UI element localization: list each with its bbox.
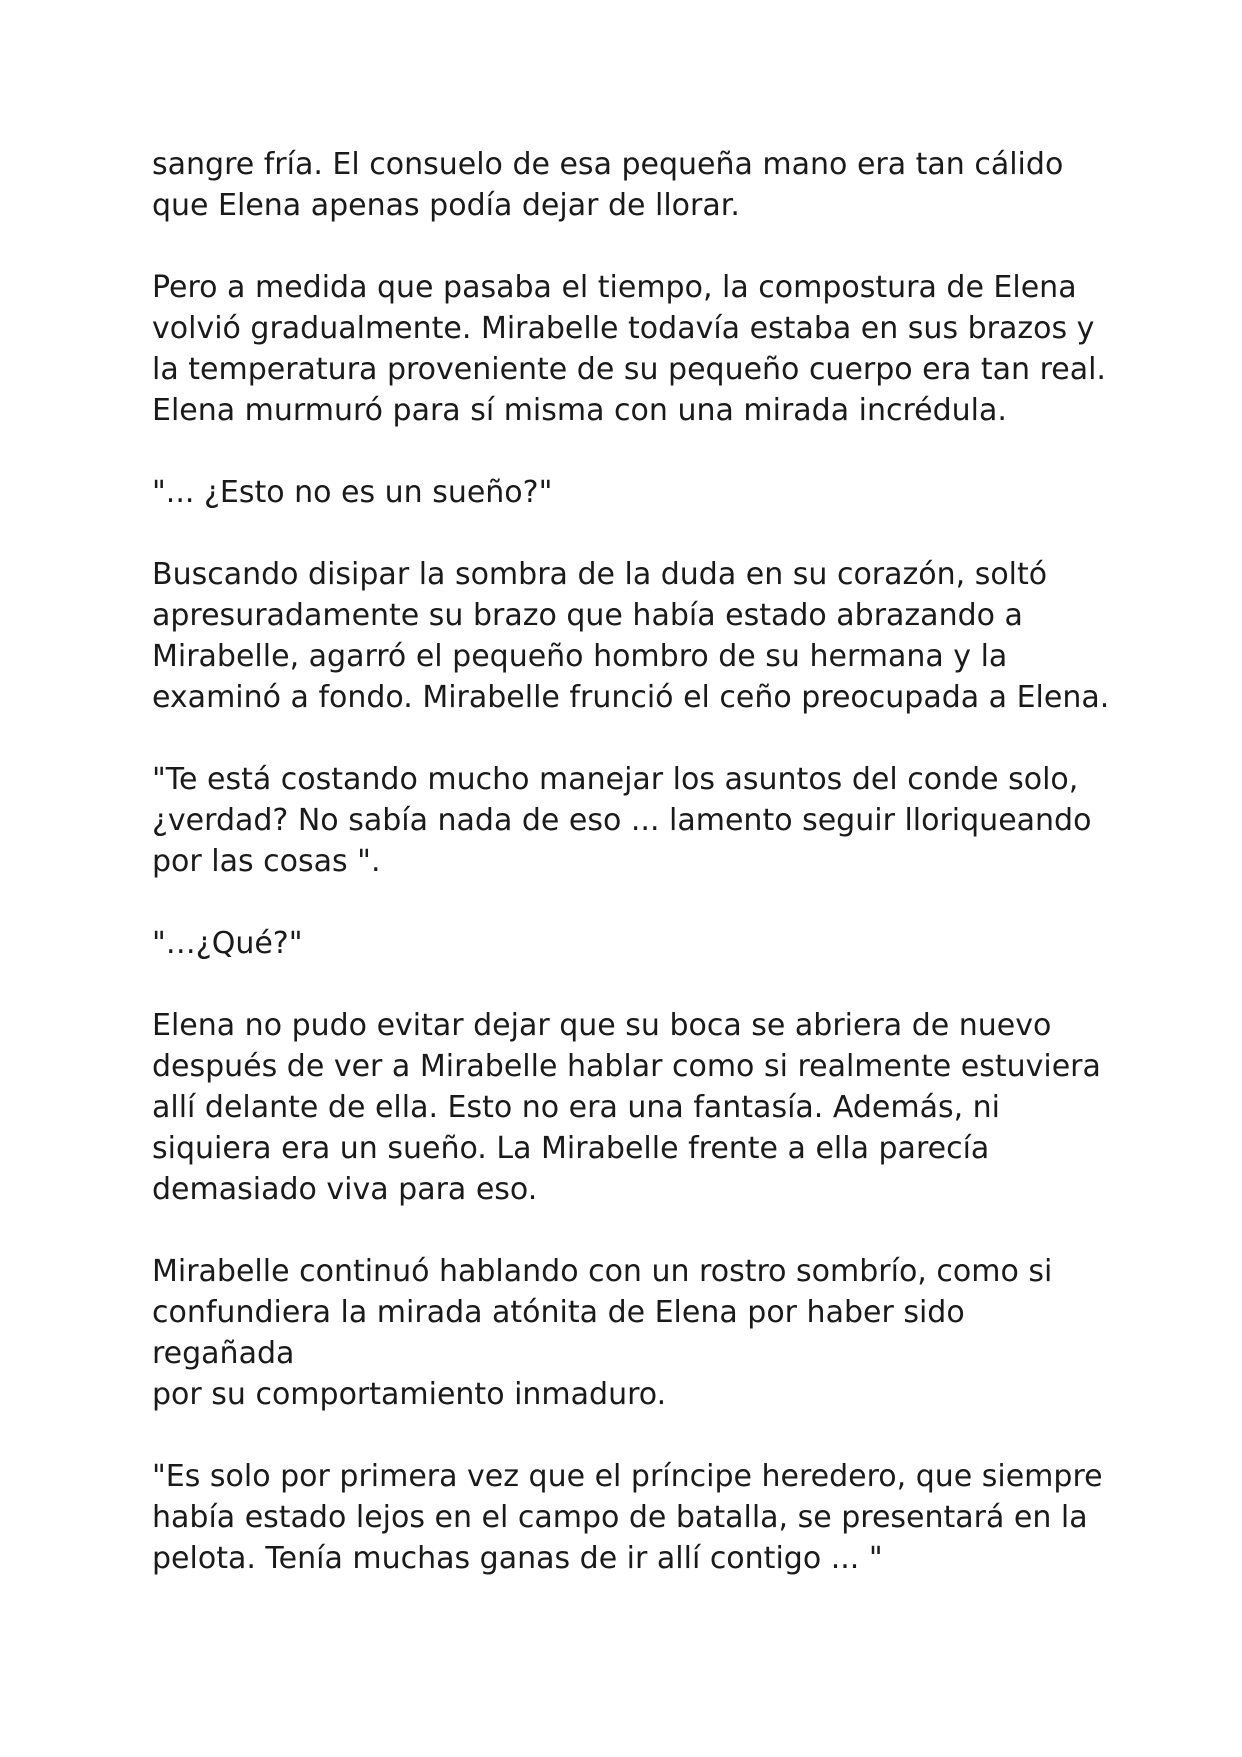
dialogue-paragraph: "Es solo por primera vez que el príncipe heredero, que siempre había estado lejos en el campo de batalla, se presentará en la pelota. Tenía muchas ganas de ir allí contigo ... " [152,1459,1103,1576]
dialogue-paragraph: "…¿Qué?" [152,926,303,961]
paragraph: Buscando disipar la sombra de la duda en su corazón, soltó apresuradamente su brazo que había estado abrazando a Mirabelle, agarró el pequeño hombro de su hermana y la examinó a fondo. Mirabelle frunció el ceño preocupada a Elena. [152,557,1110,715]
paragraph: Pero a medida que pasaba el tiempo, la compostura de Elena volvió gradualmente. Mirabelle todavía estaba en sus brazos y la temperatura proveniente de su pequeño cuerpo era tan real. Elena murmuró para sí misma con una mirada incrédula. [152,270,1106,428]
paragraph: sangre fría. El consuelo de esa pequeña mano era tan cálido que Elena apenas podía dejar de llorar. [152,147,1064,223]
document-body [152,144,1112,1620]
paragraph: Elena no pudo evitar dejar que su boca se abriera de nuevo después de ver a Mirabelle hablar como si realmente estuviera allí delante de ella. Esto no era una fantasía. Además, ni siquiera era un sueño. La Mirabelle frente a ella parecía demasiado viva para eso. [152,1008,1101,1207]
dialogue-paragraph: "Te está costando mucho manejar los asuntos del conde solo, ¿verdad? No sabía nada de eso ... lamento seguir lloriqueando por las cosas ". [152,762,1092,879]
dialogue-paragraph: "... ¿Esto no es un sueño?" [152,475,553,510]
paragraph: Mirabelle continuó hablando con un rostro sombrío, como si confundiera la mirada atónita de Elena por haber sido regañada por su comportamiento inmaduro. [152,1254,1053,1412]
